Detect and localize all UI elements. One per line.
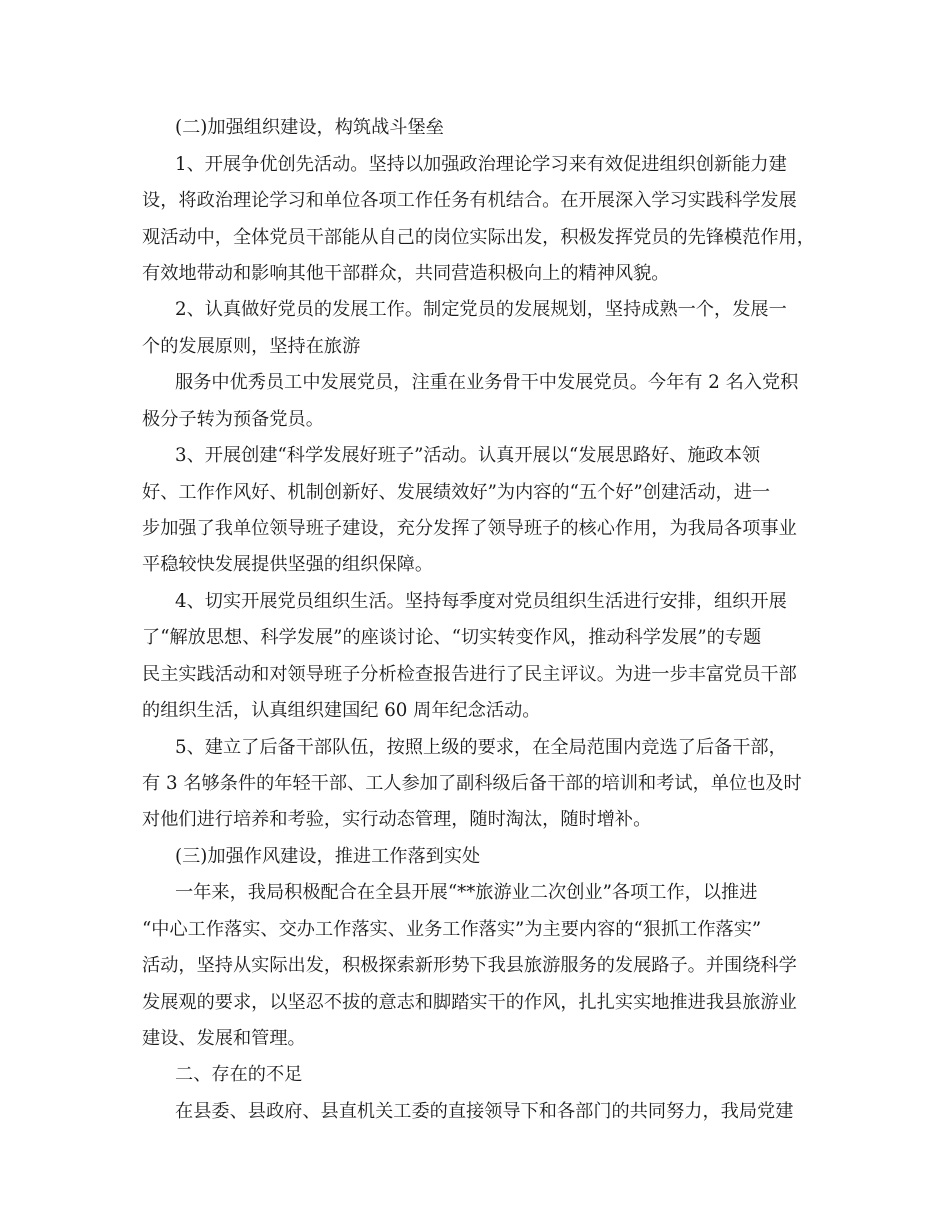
tB: 的组织生活，认真组织建国纪 60 周年纪念活动。 (142, 700, 541, 721)
tA: (三)加强作风建设，推进工作落到实处 (175, 846, 481, 867)
tA: 二、存在的不足 (175, 1064, 303, 1085)
tB: 平稳较快发展提供坚强的组织保障。 (142, 554, 434, 575)
tB: 好、工作作风好、机制创新好、发展绩效好”为内容的“五个好”创建活动，进一 (142, 482, 771, 503)
tB: 个的发展原则，坚持在旅游 (142, 336, 361, 357)
tB: 观活动中，全体党员干部能从自己的岗位实际出发，积极发挥党员的先锋模范作用， (142, 227, 815, 248)
tB: 1、开展争优创先活动。坚持以加强政治理论学习来有效促进组织创新能力建 (175, 154, 787, 175)
tB: 建设、发展和管理。 (142, 1028, 306, 1049)
tB: 了“解放思想、科学发展”的座谈讨论、“切实转变作风，推动科学发展”的专题 (142, 627, 762, 648)
tB: 民主实践活动和对领导班子分析检查报告进行了民主评议。为进一步丰富党员干部 (142, 664, 797, 685)
tB: 活动，坚持从实际出发，积极探索新形势下我县旅游服务的发展路子。并围绕科学 (142, 955, 797, 976)
tA: (二)加强组织建设，构筑战斗堡垒 (175, 117, 444, 138)
tB: 设，将政治理论学习和单位各项工作任务有机结合。在开展深入学习实践科学发展 (142, 190, 797, 211)
tB: 有 3 名够条件的年轻干部、工人参加了副科级后备干部的培训和考试，单位也及时 (142, 773, 802, 794)
tB: 发展观的要求，以坚忍不拔的意志和脚踏实干的作风，扎扎实实地推进我县旅游业 (142, 992, 797, 1013)
tB: 在县委、县政府、县直机关工委的直接领导下和各部门的共同努力，我局党建 (175, 1101, 794, 1122)
tB: 极分子转为预备党员。 (142, 409, 324, 430)
tB: 一年来，我局积极配合在全县开展“**旅游业二次创业”各项工作，以推进 (175, 882, 758, 903)
tB: 4、切实开展党员组织生活。坚持每季度对党员组织生活进行安排，组织开展 (175, 591, 787, 612)
tB: 有效地带动和影响其他干部群众，共同营造积极向上的精神风貌。 (142, 263, 670, 284)
tB: 服务中优秀员工中发展党员，注重在业务骨干中发展党员。今年有 2 名入党积 (175, 372, 799, 393)
tB: 对他们进行培养和考验，实行动态管理，随时淘汰，随时增补。 (142, 809, 652, 830)
tB: “中心工作落实、交办工作落实、业务工作落实”为主要内容的“狠抓工作落实” (142, 919, 762, 940)
tB: 2、认真做好党员的发展工作。制定党员的发展规划，坚持成熟一个，发展一 (175, 299, 787, 320)
tB: 3、开展创建“科学发展好班子”活动。认真开展以“发展思路好、施政本领 (175, 445, 761, 466)
tB: 5、建立了后备干部队伍，按照上级的要求，在全局范围内竞选了后备干部， (175, 737, 787, 758)
tB: 步加强了我单位领导班子建设，充分发挥了领导班子的核心作用，为我局各项事业 (142, 518, 797, 539)
